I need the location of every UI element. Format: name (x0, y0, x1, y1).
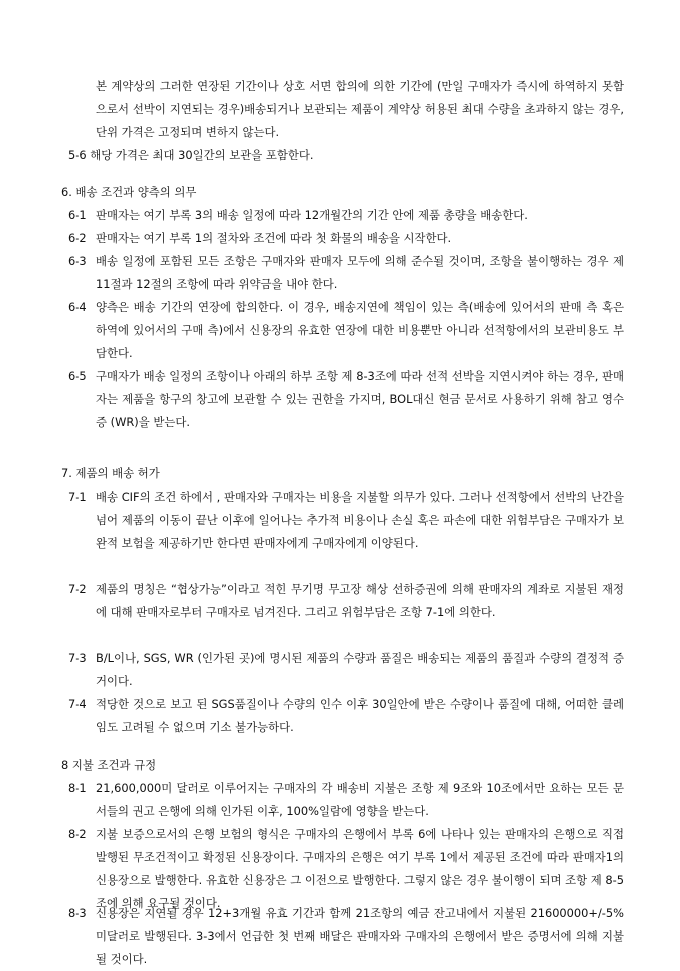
clause-number: 8-3 (68, 906, 87, 920)
clause-6-3 (68, 250, 624, 296)
clause-text: 21,600,000미 달러로 이루어지는 구매자의 각 배송비 지불은 조항 제 9조와 10조에서만 요하는 모든 문서들의 권고 은행에 의해 인가된 이후, 100%일람에 영향을 받는다. (96, 781, 624, 818)
clause-6-4 (68, 296, 624, 365)
clause-number: 7-2 (68, 582, 87, 596)
clause-7-2 (68, 578, 624, 624)
section-7-heading: 7. 제품의 배송 허가 (61, 466, 160, 480)
clause-6-5 (68, 365, 624, 434)
clause-number: 6-2 (68, 231, 87, 245)
clause-6-2 (68, 227, 624, 250)
clause-text: B/L이나, SGS, WR (인가된 곳)에 명시된 제품의 수량과 품질은 배송되는 제품의 품질과 수량의 결정적 증거이다. (96, 651, 624, 688)
clause-number: 6-3 (68, 254, 87, 268)
clause-text: 배송 CIF의 조건 하에서 , 판매자와 구매자는 비용을 지불할 의무가 있다. 그러나 선적항에서 선박의 난간을 넘어 제품의 이동이 끝난 이후에 일어나는 추가적 비용이나 손실 혹은 파손에 대한 위험부담은 구매자가 보완적 보험을 제공하기만 한다면 판매자에게 구매자에게 이양된다. (96, 490, 624, 550)
intro-paragraph: 본 계약상의 그러한 연장된 기간이나 상호 서면 합의에 의한 기간에 (만일 구매자가 즉시에 하역하지 못함으로서 선박이 지연되는 경우)배송되거나 보관되는 제품이 계약상 허용된 최대 수량을 초과하지 않는 경우, 단위 가격은 고정되며 변하지 않는다. (96, 79, 624, 139)
clause-number: 6-5 (68, 369, 87, 383)
clause-text: 지불 보증으로서의 은행 보험의 형식은 구매자의 은행에서 부록 6에 나타나 있는 판매자의 은행으로 직접 발행된 무조건적이고 확정된 신용장이다. 구매자의 은행은 여기 부록 1에서 제공된 조건에 따라 판매자1의 신용장으로 발행한다. 유효한 신용장은 그 이전으로 발행한다. 그렇지 않은 경우 불이행이 되며 조항 제 8-5조에 의해 요구될 것이다. (96, 827, 624, 910)
clause-6-1 (68, 204, 624, 227)
clause-8-1 (68, 777, 624, 823)
clause-7-1 (68, 486, 624, 555)
clause-8-3 (68, 902, 624, 971)
clause-number: 6-1 (68, 208, 87, 222)
clause-number: 7-3 (68, 651, 87, 665)
clause-5-6: 5-6 해당 가격은 최대 30일간의 보관을 포함한다. (68, 148, 314, 162)
clause-number: 8-1 (68, 781, 87, 795)
clause-text: 적당한 것으로 보고 된 SGS품질이나 수량의 인수 이후 30일안에 받은 수량이나 품질에 대해, 어떠한 클레임도 고려될 수 없으며 기소 불가능하다. (96, 697, 624, 734)
section-8-heading: 8 지불 조건과 규정 (61, 758, 157, 772)
clause-text: 판매자는 여기 부록 1의 절차와 조건에 따라 첫 화물의 배송을 시작한다. (96, 231, 452, 245)
clause-text: 양측은 배송 기간의 연장에 합의한다. 이 경우, 배송지연에 책임이 있는 측(배송에 있어서의 판매 측 혹은 하역에 있어서의 구매 측)에서 신용장의 유효한 연장에 대한 비용뿐만 아니라 선적항에서의 보관비용도 부담한다. (96, 300, 624, 360)
clause-text: 배송 일정에 포함된 모든 조항은 구매자와 판매자 모두에 의해 준수될 것이며, 조항을 불이행하는 경우 제 11절과 12절의 조항에 따라 위약금을 내야 한다. (96, 254, 624, 291)
clause-text: 판매자는 여기 부록 3의 배송 일정에 따라 12개월간의 기간 안에 제품 총량을 배송한다. (96, 208, 528, 222)
clause-7-3 (68, 647, 624, 693)
clause-number: 7-1 (68, 490, 87, 504)
clause-number: 6-4 (68, 300, 87, 314)
clause-number: 7-4 (68, 697, 87, 711)
section-6-heading: 6. 배송 조건과 양측의 의무 (61, 185, 197, 199)
clause-text: 제품의 명칭은 “협상가능”이라고 적힌 무기명 무고장 해상 선하증권에 의해 판매자의 계좌로 지불된 재정에 대해 판매자로부터 구매자로 넘겨진다. 그리고 위험부담은 조항 7-1에 의한다. (96, 582, 624, 619)
clause-text: 신용장은 지연될 경우 12+3개월 유효 기간과 함께 21조항의 예금 잔고내에서 지불된 21600000+/-5%미달러로 발행된다. 3-3에서 언급한 첫 번째 배달은 판매자와 구매자의 은행에서 받은 증명서에 의해 지불될 것이다. (96, 906, 624, 966)
clause-text: 구매자가 배송 일정의 조항이나 아래의 하부 조항 제 8-3조에 따라 선적 선박을 지연시켜야 하는 경우, 판매자는 제품을 항구의 창고에 보관할 수 있는 권한을 가지며, BOL대신 현금 문서로 사용하기 위해 참고 영수증 (WR)을 받는다. (96, 369, 624, 429)
clause-7-4 (68, 693, 624, 739)
clause-number: 8-2 (68, 827, 87, 841)
